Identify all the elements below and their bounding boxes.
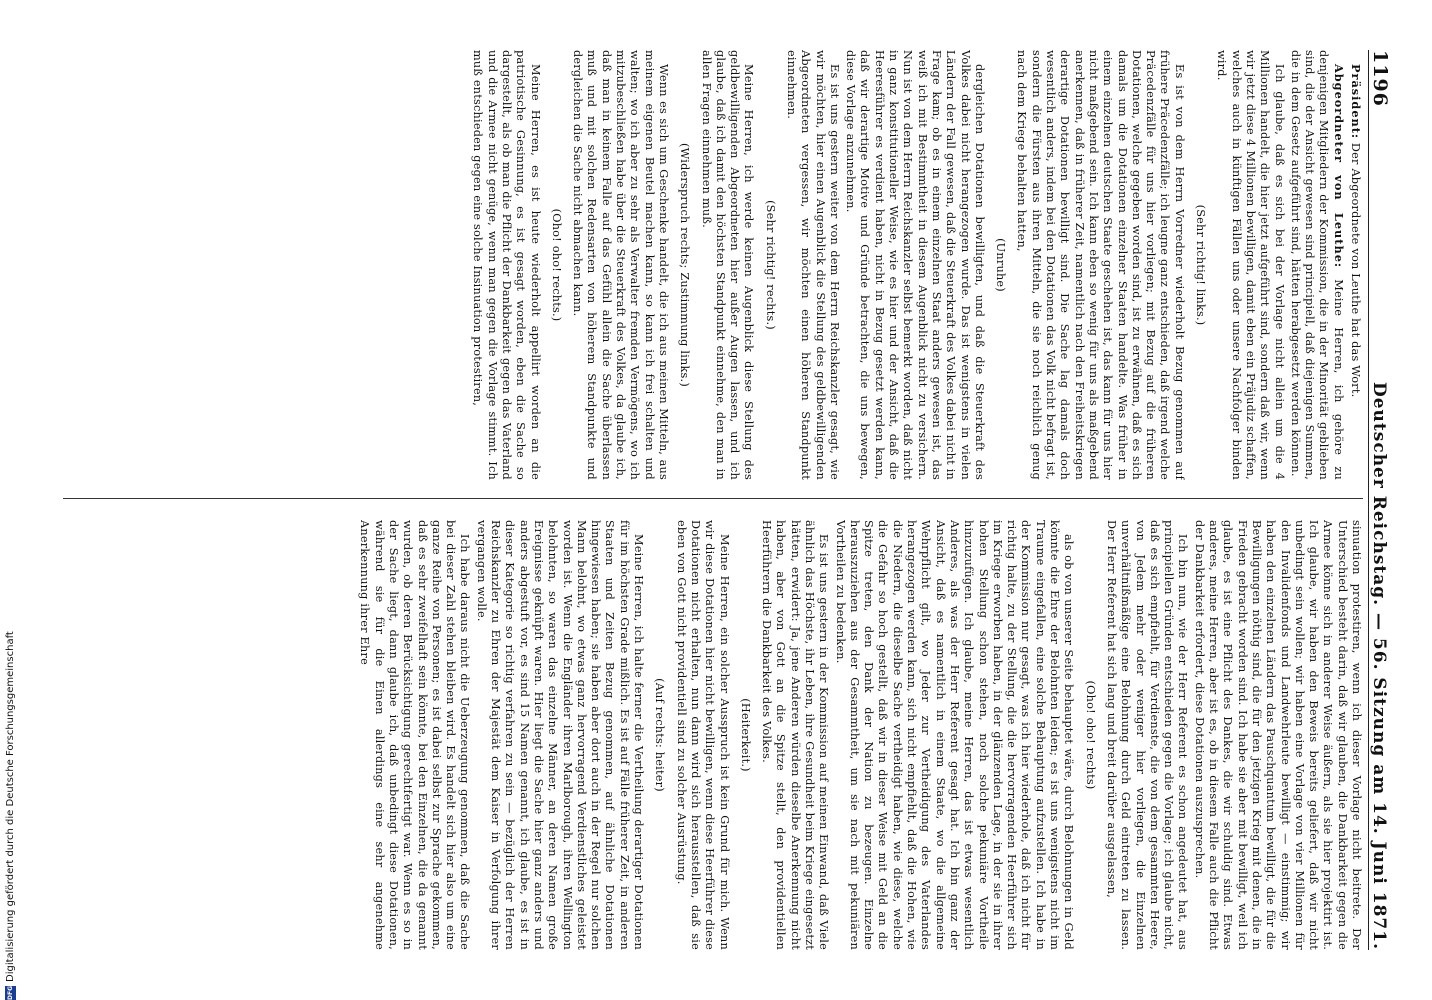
speaker-name: Präsident: bbox=[1349, 64, 1363, 140]
page-number: 1196 bbox=[1369, 50, 1391, 107]
interjection: (Heiterkeit.) bbox=[738, 698, 752, 772]
paragraph-text: sinuation protestiren, wenn ich dieser Vorlage nicht beitrete. Der Unterschied besteht darin, daß wir glauben, die Dankbarkeit gegen die Armee könne sich in anderer Weise äußern, als sie hier projektirt ist. Ich glaube, wir haben den Beweis bereits geliefert, daß wir nicht unbedingt sein wollen; wir haben eine Vorlage von vier Millionen für den Invalidenfonds und Landwehrleute bewilligt — einstimmig; wir haben den einzelnen Ländern das Pauschquantum bewilligt, die für die Bewilligungen nöthig sind, die für den jetzigen Krieg mit denen, die in Frieden gebracht worden sind. Ich habe sie aber mit bewilligt, weil ich glaube, es ist eine Pflicht des Dankes, die wir schuldig sind. Etwas anderes, meine Herren, aber ist es, ob in diesem Falle auch die Pflicht der Dankbarkeit erfordert, diese Dotationen auszusprechen. bbox=[1192, 520, 1363, 950]
right-text-column bbox=[63, 520, 1363, 950]
paragraph bbox=[1014, 50, 1186, 480]
interjection: (Sehr richtig! links.) bbox=[1194, 204, 1208, 326]
footer-text: Digitalisierung gefördert durch die Deutsche Forschungsgemeinschaft bbox=[4, 631, 16, 982]
paragraph-text: Meine Herren, es ist heute wiederholt appellirt worden an die patriotische Gesinnung, es ist gesagt worden, eben die Sache so dargestellt, als ob man die Pflicht der Dankbarkeit gegen das Vaterland und die Armee nicht genüge, wenn man gegen die Vorlage stimmt. Ich muß entschieden gegen eine solche Insinuation protestiren, bbox=[471, 50, 542, 480]
paragraph bbox=[1348, 50, 1363, 480]
interjection: (Unruhe) bbox=[994, 238, 1008, 292]
interjection: (Auf rechts: heiter) bbox=[653, 678, 667, 792]
interjection: (Widerspruch rechts; Zustimmung links.) bbox=[678, 143, 692, 387]
paragraph-text: Ich glaube, daß es sich bei der Vorlage nicht allein um die 4 Millionen handelt, die hier jetzt aufgeführt sind, sondern daß wir, wenn wir jetzt diese 4 Millionen bewilligen, damit eben ein Präjudiz schaffen, welches auch in künftigen Fällen uns oder unsere Nachfolger binden wird. bbox=[1215, 50, 1286, 480]
paragraph-text: Ich bin nun, wie der Herr Referent es schon angedeutet hat, aus principiellen Gründen entschieden gegen die Vorlage; ich glaube nicht, daß es sich empfiehlt, für Verdienste, die von dem gesammten Heere, von Jedem mehr oder weniger hier vorliegen, die Einzelnen unverhältnißmäßige eine Belohnung durch Geld eintreten zu lassen. Der Herr Referent hat sich lang und breit darüber ausgelassen, bbox=[1104, 520, 1190, 950]
left-text-column bbox=[63, 50, 1363, 480]
paragraph bbox=[473, 520, 645, 950]
paragraph bbox=[470, 50, 541, 480]
page-title: Deutscher Reichstag. — 56. Sitzung am 14. Juni 1871. bbox=[1369, 382, 1389, 950]
paragraph-text: Wenn es sich um Geschenke handelt, die ich aus meinen Mitteln, aus meinem eigenen Beutel machen kann, so kann ich frei schalten und walten; wo ich aber zu sehr als Verwalter fremden Vermögens, wo ich mitzubeschließen habe über die Steuerkraft des Volkes, da glaube ich, daß man in keinem Falle auf das Gefühl allein die Sache überlassen muß und mit solchen Redensarten von höherem Standpunkte und dergleichen die Sache nicht abmachen kann. bbox=[571, 50, 670, 480]
paragraph-text: dergleichen Dotationen bewilligten, und daß die Steuerkraft des Volkes dabei nicht herangezogen wurde. Das ist wenigstens in vielen Ländern der Fall gewesen, daß die Steuerkraft des Volkes dabei nicht in Frage kam; ob es in einem einzelnen Staat anders gewesen ist, das weiß ich mit Bestimmtheit in diesem Augenblick nicht zu versichern. Nun ist von dem Herrn Reichskanzler selbst bemerkt worden, daß nicht in ganz konstitutioneller Weise, wie es hier und der Ansicht, daß die Heeresführer es verdient haben, nicht in Bezug gesetzt werden kann, daß wir derartige Motive und Gründe betrachten, die uns bewegen, diese Vorlage anzunehmen. bbox=[844, 50, 986, 480]
paragraph-text: Ich habe daraus nicht die Ueberzeugung genommen, daß die Sache bei dieser Zahl stehen bleiben wird. Es handelt sich hier also um eine ganze Reihe von Personen; es ist dabei selbst zur Sprache gekommen, daß es sehr zweifelhaft sein könnte, bei den Einzelnen, die da genannt wurden, ob deren Berücksichtigung gerechtfertigt war. Wenn es so in der Sache liegt, dann glaube ich, daß unbedingt diese Dotationen, während sie für die Einen allerdings eine sehr angenehme Anerkennung ihrer Ehre bbox=[358, 520, 472, 950]
paragraph-text: Der Abgeordnete von Leuthe hat das Wort. bbox=[1349, 142, 1362, 398]
interjection: (Oho! oho! rechts.) bbox=[549, 208, 563, 322]
paragraph-text: Meine Herren, ein solcher Ausspruch ist kein Grund für mich. Wenn wir diese Dotationen hier nicht bewilligen, wenn diese Heerführer diese Dotationen nicht erhalten, nun dann wird sich herausstellen, daß sie eben von Gott nicht providentiell sind zu solcher Ausrüstung. bbox=[674, 520, 731, 950]
paragraph bbox=[843, 50, 986, 480]
paragraph-text: als ob von unserer Seite behauptet wäre, durch Belohnungen in Geld könnte die Ehre der Belohnten leiden; es ist uns wenigstens nicht im Traume eingefallen, eine solche Behauptung aufzustellen. Ich habe in der Kommission nur gesagt, was ich hier wiederhole, daß ich nicht für richtig halte, zu der Stellung, die die hervorragenden Heerführer sich im Kriege erworben haben, in der glänzenden Lage, in der sie in ihrer hohen Stellung schon stehen, noch solche pekuniäre Vortheile hinzuzufügen. Ich glaube, meine Herren, das ist etwas wesentlich Anderes, als was der Herr Referent gesagt hat. Ich bin ganz der Ansicht, daß es namentlich in einem Staate, wo die allgemeine Wehrpflicht gilt, wo Jeder zur Vertheidigung des Vaterlandes herangezogen werden kann, sich nicht empfiehlt, daß die Hohen, wie die Niedern, die dieselbe Sache vertheidigt haben, wie diese, welche die Gefahr so hoch gestellt, daß wir in dieser Weise mit Geld an die Spitze treten, den Dank der Nation zu bezeugen. Einzelne herauszuziehen aus der Gesammtheit, um sie nach mit pekuniären Vortheilen zu bedenken. bbox=[833, 520, 1076, 950]
paragraph-text: Es ist uns gestern in der Kommission auf meinen Einwand, daß Viele ähnlich das Höchste, ihr Leben, ihre Gesundheit beim Kriege eingesetzt hätten, erwidert: Ja, jene Anderen würden dieselbe Anerkennung nicht haben, aber von Gott an die Spitze stellt, den providentiellen Heerführern die Dankbarkeit des Volkes. bbox=[760, 520, 831, 950]
interjection: (Oho! oho! rechts) bbox=[1083, 680, 1097, 790]
dfg-logo: DFG bbox=[6, 985, 14, 1000]
paragraph bbox=[1191, 520, 1363, 950]
paragraph bbox=[759, 520, 830, 950]
digitization-footer bbox=[2, 0, 18, 1000]
paragraph-text: Meine Herren, ich werde keinen Augenblick diese Stellung des geldbewilligenden Abgeordneten hier außer Augen lassen, und ich glaube, daß ich damit den höchsten Standpunkt einnehme, den man in allen Fragen einnehmen muß. bbox=[699, 50, 756, 480]
speaker-name: Abgeordneter von Leuthe: bbox=[1331, 64, 1346, 269]
paragraph bbox=[832, 520, 1075, 950]
paragraph bbox=[1288, 50, 1346, 480]
rotated-document-page bbox=[23, 20, 1403, 980]
paragraph bbox=[698, 50, 755, 480]
paragraph-text: Es ist von dem Herrn Vorredner wiederholt Bezug genommen auf frühere Präcedenzfälle; ich leugne ganz entschieden, daß irgend welche Präcedenzfälle für uns hier vorliegen; mit Bezug auf die früheren Dotationen, welche gegeben worden sind, ist zu erwähnen, daß es sich damals um die Dotationen einzelner Staaten handelte. Was früher in einem einzelnen deutschen Staate geschehen ist, das kann für uns hier nicht maßgebend sein. Ich kann eben so wenig für uns als maßgebend anerkennen, daß in früherer Zeit, namentlich nach den Freiheitskriegen derartige Dotationen bewilligt sind. Die Sache lag damals doch wesentlich anders, indem bei den Dotationen das Volk nicht befragt ist, sondern die Fürsten aus ihren Mitteln, die sie noch reichlich genug nach dem Kriege behalten hatten, bbox=[1015, 50, 1186, 480]
interjection: (Sehr richtig! rechts.) bbox=[763, 200, 777, 330]
paragraph bbox=[357, 520, 471, 950]
column-divider bbox=[63, 498, 1363, 499]
paragraph-text: Meine Herren, ich gehöre zu denjenigen Mitgliedern der Kommission, die in der Minorität geblieben sind, die der Ansicht gewesen sind principiell, daß diejenigen Summen, die in dem Gesetz aufgeführt sind, hätten herabgesetzt werden können. bbox=[1288, 50, 1345, 480]
paragraph bbox=[784, 50, 841, 480]
page-header bbox=[1368, 50, 1395, 950]
paragraph-text: Meine Herren, ich halte ferner die Vertheilung derartiger Dotationen für im höchsten Grade mißlich. Es ist auf Fälle früherer Zeit, in anderen Staaten und Zeiten Bezug genommen, auf ähnliche Dotationen hingewiesen haben; sie haben aber dort auch in der Regel nur solchen Mann belohnt, wo etwas ganz hervorragend Verdienstliches geleistet worden ist. Wenn die Engländer ihren Marlborough, ihren Wellington belohnten, so waren das einzelne Männer, an deren Namen große Ereignisse geknüpft waren. Hier liegt die Sache hier ganz anders und anders abgestuft vor, es sind 15 Namen genannt, ich glaube, es ist in dieser Kategorie so richtig verfahren zu sein — bezüglich der Herren Reichskanzler zu Ehren der Majestät dem Kaiser in Verfolgung ihrer vergangen wolle. bbox=[474, 520, 646, 950]
paragraph bbox=[570, 50, 670, 480]
paragraph bbox=[1214, 50, 1285, 480]
paragraph bbox=[673, 520, 730, 950]
paragraph-text: Es ist uns gestern weiter von dem Herrn Reichskanzler gesagt, wie wir möchten, hier einen Augenblick die Stellung des geldbewilligenden Abgeordneten vergessen, wir möchten einen höheren Standpunkt einnehmen. bbox=[785, 50, 841, 480]
paragraph bbox=[1104, 520, 1190, 950]
